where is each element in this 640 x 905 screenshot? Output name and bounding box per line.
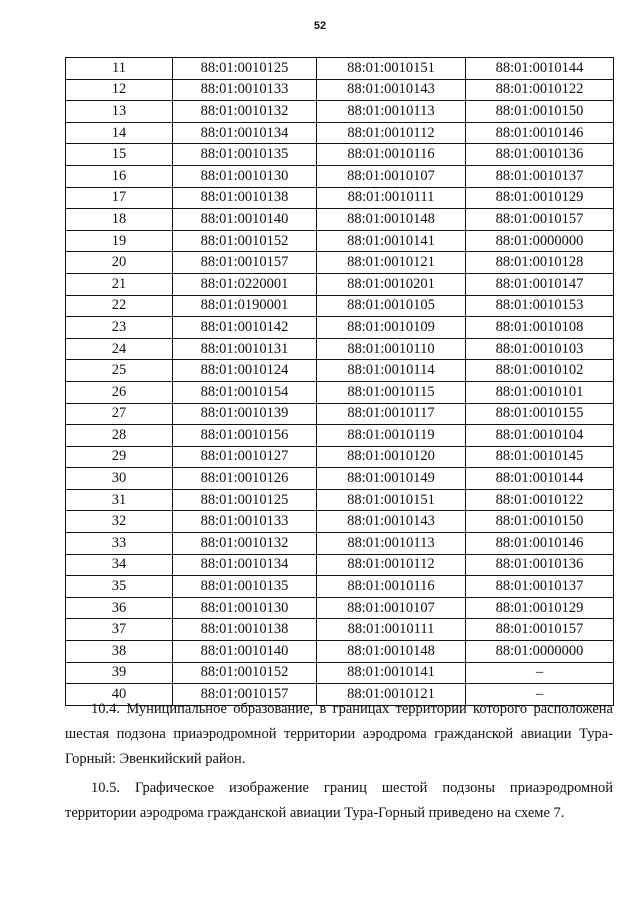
table-row: [66, 425, 614, 447]
cadastral-number-cell: 88:01:0010153: [466, 295, 614, 317]
cadastral-number-cell: 88:01:0010105: [317, 295, 466, 317]
row-number-cell: 29: [66, 446, 173, 468]
cadastral-number-cell: 88:01:0010148: [317, 641, 466, 663]
cadastral-number-cell: 88:01:0010116: [317, 576, 466, 598]
cadastral-number-cell: 88:01:0010108: [466, 317, 614, 339]
row-number-cell: 22: [66, 295, 173, 317]
cadastral-number-cell: 88:01:0010117: [317, 403, 466, 425]
table-row: [66, 533, 614, 555]
cadastral-number-cell: 88:01:0010111: [317, 187, 466, 209]
row-number-cell: 25: [66, 360, 173, 382]
cadastral-number-cell: 88:01:0010103: [466, 338, 614, 360]
table-row: [66, 576, 614, 598]
cadastral-number-cell: 88:01:0000000: [466, 230, 614, 252]
table-row: [66, 489, 614, 511]
cadastral-number-cell: 88:01:0220001: [173, 273, 317, 295]
cadastral-number-cell: 88:01:0010136: [466, 554, 614, 576]
cadastral-number-cell: 88:01:0010131: [173, 338, 317, 360]
cadastral-number-cell: 88:01:0010137: [466, 165, 614, 187]
row-number-cell: 31: [66, 489, 173, 511]
cadastral-number-cell: 88:01:0010112: [317, 554, 466, 576]
row-number-cell: 23: [66, 317, 173, 339]
cadastral-number-cell: 88:01:0010134: [173, 554, 317, 576]
row-number-cell: 13: [66, 101, 173, 123]
cadastral-number-cell: 88:01:0010146: [466, 533, 614, 555]
cadastral-number-cell: 88:01:0010148: [317, 209, 466, 231]
table-row: [66, 252, 614, 274]
row-number-cell: 33: [66, 533, 173, 555]
cadastral-number-cell: 88:01:0010138: [173, 187, 317, 209]
paragraph-10-5: [65, 776, 613, 826]
paragraph-text: 10.4. Муниципальное образование, в границах территории которого расположена шестая подзона приаэродромной территории аэродрома гражданской авиации Тура-Горный: Эвенкийский район.: [65, 701, 613, 767]
cadastral-number-cell: 88:01:0010137: [466, 576, 614, 598]
cadastral-number-cell: 88:01:0010111: [317, 619, 466, 641]
cadastral-table-body: [66, 58, 614, 706]
row-number-cell: 24: [66, 338, 173, 360]
cadastral-number-cell: 88:01:0010121: [317, 684, 466, 706]
cadastral-number-cell: 88:01:0010135: [173, 576, 317, 598]
row-number-cell: 27: [66, 403, 173, 425]
cadastral-number-cell: 88:01:0010115: [317, 381, 466, 403]
cadastral-number-cell: 88:01:0190001: [173, 295, 317, 317]
cadastral-number-cell: 88:01:0010151: [317, 58, 466, 80]
cadastral-number-cell: 88:01:0010143: [317, 79, 466, 101]
row-number-cell: 35: [66, 576, 173, 598]
cadastral-number-cell: 88:01:0010141: [317, 662, 466, 684]
cadastral-number-cell: –: [466, 684, 614, 706]
cadastral-number-cell: 88:01:0010141: [317, 230, 466, 252]
cadastral-number-cell: 88:01:0010201: [317, 273, 466, 295]
cadastral-number-cell: 88:01:0010113: [317, 533, 466, 555]
cadastral-number-cell: 88:01:0010125: [173, 489, 317, 511]
cadastral-number-cell: 88:01:0010120: [317, 446, 466, 468]
cadastral-number-cell: 88:01:0010114: [317, 360, 466, 382]
cadastral-number-cell: 88:01:0010107: [317, 165, 466, 187]
cadastral-number-cell: 88:01:0010157: [173, 252, 317, 274]
cadastral-number-cell: 88:01:0010129: [466, 187, 614, 209]
cadastral-table: [65, 57, 614, 706]
row-number-cell: 20: [66, 252, 173, 274]
cadastral-number-cell: 88:01:0010152: [173, 662, 317, 684]
row-number-cell: 28: [66, 425, 173, 447]
cadastral-number-cell: 88:01:0010157: [466, 619, 614, 641]
cadastral-number-cell: 88:01:0010129: [466, 597, 614, 619]
row-number-cell: 39: [66, 662, 173, 684]
table-row: [66, 209, 614, 231]
cadastral-number-cell: 88:01:0010134: [173, 122, 317, 144]
page-number: 52: [313, 20, 327, 32]
cadastral-number-cell: 88:01:0010140: [173, 209, 317, 231]
row-number-cell: 36: [66, 597, 173, 619]
table-row: [66, 360, 614, 382]
row-number-cell: 14: [66, 122, 173, 144]
cadastral-number-cell: 88:01:0010127: [173, 446, 317, 468]
table-row: [66, 597, 614, 619]
table-row: [66, 446, 614, 468]
cadastral-number-cell: 88:01:0010110: [317, 338, 466, 360]
cadastral-number-cell: 88:01:0010152: [173, 230, 317, 252]
cadastral-number-cell: 88:01:0010136: [466, 144, 614, 166]
table-row: [66, 554, 614, 576]
row-number-cell: 32: [66, 511, 173, 533]
row-number-cell: 38: [66, 641, 173, 663]
cadastral-number-cell: 88:01:0010133: [173, 511, 317, 533]
table-row: [66, 468, 614, 490]
table-row: [66, 641, 614, 663]
cadastral-number-cell: 88:01:0010146: [466, 122, 614, 144]
row-number-cell: 12: [66, 79, 173, 101]
cadastral-number-cell: 88:01:0010109: [317, 317, 466, 339]
cadastral-number-cell: 88:01:0010122: [466, 489, 614, 511]
row-number-cell: 11: [66, 58, 173, 80]
table-row: [66, 619, 614, 641]
cadastral-number-cell: 88:01:0010132: [173, 533, 317, 555]
table-row: [66, 662, 614, 684]
cadastral-number-cell: 88:01:0010150: [466, 101, 614, 123]
row-number-cell: 18: [66, 209, 173, 231]
cadastral-number-cell: 88:01:0010143: [317, 511, 466, 533]
table-row: [66, 122, 614, 144]
cadastral-number-cell: 88:01:0010130: [173, 597, 317, 619]
table-row: [66, 165, 614, 187]
table-row: [66, 58, 614, 80]
row-number-cell: 21: [66, 273, 173, 295]
row-number-cell: 19: [66, 230, 173, 252]
cadastral-number-cell: 88:01:0010147: [466, 273, 614, 295]
row-number-cell: 16: [66, 165, 173, 187]
cadastral-number-cell: 88:01:0010139: [173, 403, 317, 425]
cadastral-number-cell: 88:01:0010144: [466, 58, 614, 80]
table-row: [66, 273, 614, 295]
cadastral-number-cell: 88:01:0010133: [173, 79, 317, 101]
table-row: [66, 79, 614, 101]
table-row: [66, 511, 614, 533]
cadastral-number-cell: 88:01:0010150: [466, 511, 614, 533]
cadastral-number-cell: 88:01:0010145: [466, 446, 614, 468]
paragraph-text: 10.5. Графическое изображение границ шестой подзоны приаэродромной территории аэродрома гражданской авиации Тура-Горный приведено на схеме 7.: [65, 780, 613, 821]
table-row: [66, 317, 614, 339]
table-row: [66, 403, 614, 425]
table-row: [66, 144, 614, 166]
cadastral-number-cell: 88:01:0010126: [173, 468, 317, 490]
row-number-cell: 15: [66, 144, 173, 166]
cadastral-number-cell: –: [466, 662, 614, 684]
table-row: [66, 101, 614, 123]
cadastral-number-cell: 88:01:0010155: [466, 403, 614, 425]
row-number-cell: 30: [66, 468, 173, 490]
cadastral-number-cell: 88:01:0010128: [466, 252, 614, 274]
cadastral-number-cell: 88:01:0010151: [317, 489, 466, 511]
cadastral-number-cell: 88:01:0010132: [173, 101, 317, 123]
row-number-cell: 34: [66, 554, 173, 576]
cadastral-number-cell: 88:01:0010107: [317, 597, 466, 619]
cadastral-number-cell: 88:01:0010149: [317, 468, 466, 490]
cadastral-number-cell: 88:01:0010101: [466, 381, 614, 403]
cadastral-number-cell: 88:01:0000000: [466, 641, 614, 663]
cadastral-number-cell: 88:01:0010104: [466, 425, 614, 447]
cadastral-number-cell: 88:01:0010122: [466, 79, 614, 101]
cadastral-number-cell: 88:01:0010138: [173, 619, 317, 641]
row-number-cell: 17: [66, 187, 173, 209]
cadastral-number-cell: 88:01:0010156: [173, 425, 317, 447]
cadastral-number-cell: 88:01:0010142: [173, 317, 317, 339]
cadastral-number-cell: 88:01:0010124: [173, 360, 317, 382]
cadastral-number-cell: 88:01:0010135: [173, 144, 317, 166]
table-row: [66, 187, 614, 209]
cadastral-number-cell: 88:01:0010157: [466, 209, 614, 231]
cadastral-number-cell: 88:01:0010119: [317, 425, 466, 447]
cadastral-number-cell: 88:01:0010112: [317, 122, 466, 144]
cadastral-number-cell: 88:01:0010121: [317, 252, 466, 274]
cadastral-number-cell: 88:01:0010140: [173, 641, 317, 663]
paragraph-10-4: [65, 697, 613, 772]
cadastral-number-cell: 88:01:0010130: [173, 165, 317, 187]
table-row: [66, 338, 614, 360]
cadastral-number-cell: 88:01:0010144: [466, 468, 614, 490]
table-row: [66, 230, 614, 252]
cadastral-number-cell: 88:01:0010116: [317, 144, 466, 166]
row-number-cell: 26: [66, 381, 173, 403]
cadastral-number-cell: 88:01:0010154: [173, 381, 317, 403]
table-row: [66, 295, 614, 317]
cadastral-number-cell: 88:01:0010125: [173, 58, 317, 80]
cadastral-number-cell: 88:01:0010102: [466, 360, 614, 382]
table-row: [66, 381, 614, 403]
cadastral-number-cell: 88:01:0010157: [173, 684, 317, 706]
row-number-cell: 37: [66, 619, 173, 641]
cadastral-number-cell: 88:01:0010113: [317, 101, 466, 123]
row-number-cell: 40: [66, 684, 173, 706]
